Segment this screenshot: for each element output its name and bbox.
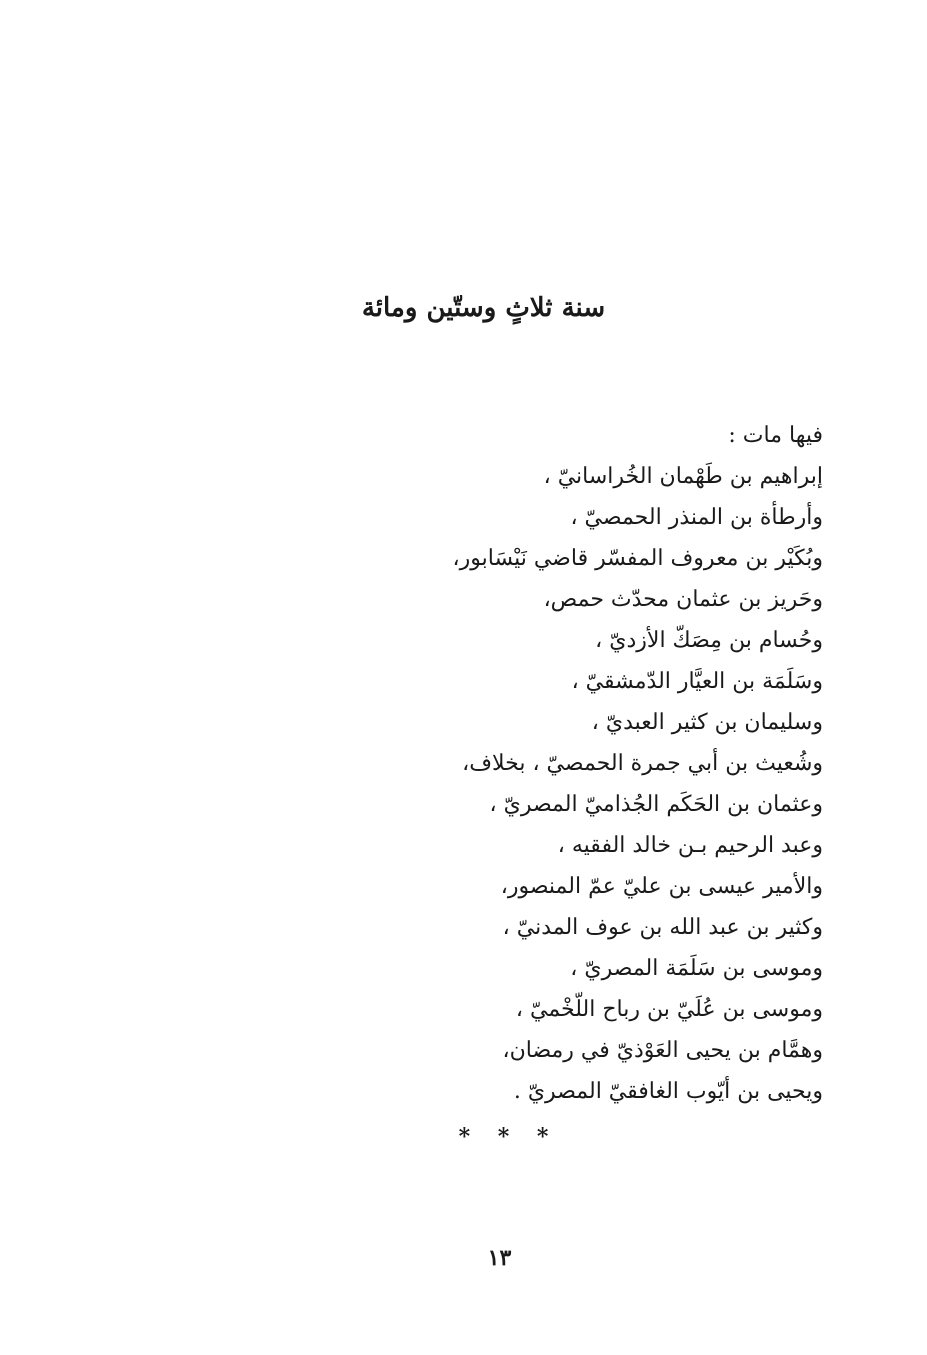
list-item: إبراهيم بن طَهْمان الخُراسانيّ ، <box>543 464 823 489</box>
list-item: وعبد الرحيم بـن خالد الفقيه ، <box>557 833 823 858</box>
list-item: وكثير بن عبد الله بن عوف المدنيّ ، <box>502 915 823 940</box>
list-item: وسليمان بن كثير العبديّ ، <box>591 710 823 735</box>
list-item: ويحيى بن أيّوب الغافقيّ المصريّ . <box>513 1079 823 1104</box>
list-item: وموسى بن عُلَيّ بن رباح اللّخْميّ ، <box>515 997 823 1022</box>
list-item: وبُكَيْر بن معروف المفسّر قاضي نَيْسَابور، <box>452 546 823 571</box>
list-item: وأرطأة بن المنذر الحمصيّ ، <box>570 505 823 530</box>
obituary-list <box>263 415 823 1112</box>
intro-line: فيها مات : <box>728 423 823 448</box>
list-item: وعثمان بن الحَكَم الجُذاميّ المصريّ ، <box>489 792 823 817</box>
page-number: ١٣ <box>487 1245 512 1271</box>
list-item: وهمَّام بن يحيى العَوْذيّ في رمضان، <box>502 1038 823 1063</box>
list-item: والأمير عيسى بن عليّ عمّ المنصور، <box>500 874 823 899</box>
chapter-heading: سنة ثلاثٍ وستّين ومائة <box>361 293 606 323</box>
list-item: وحُسام بن مِصَكّ الأزديّ ، <box>595 628 823 653</box>
list-item: وشُعيث بن أبي جمرة الحمصيّ ، بخلاف، <box>462 751 823 776</box>
section-separator: * * * <box>458 1124 559 1150</box>
list-item: وحَريز بن عثمان محدّث حمص، <box>543 587 823 612</box>
list-item: وموسى بن سَلَمَة المصريّ ، <box>570 956 823 981</box>
list-item: وسَلَمَة بن العيَّار الدّمشقيّ ، <box>571 669 823 694</box>
